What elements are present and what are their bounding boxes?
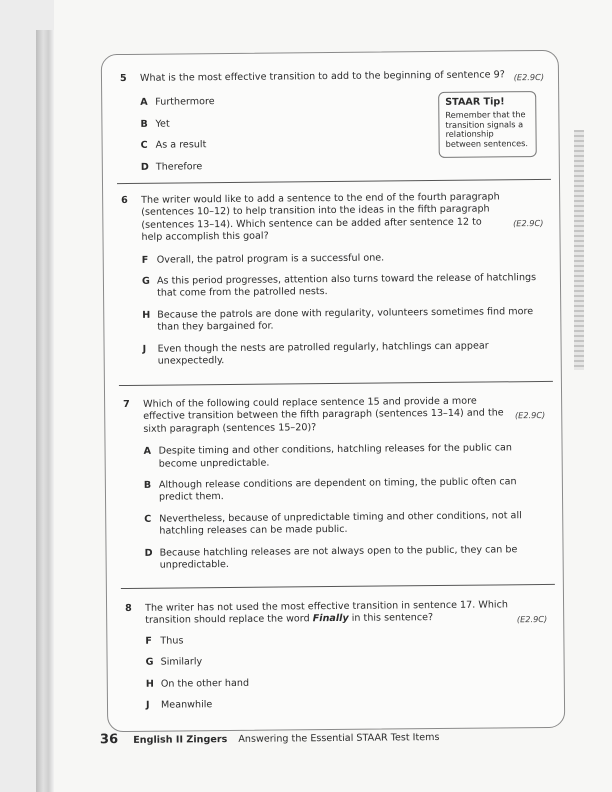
option-a[interactable]: A Furthermore bbox=[140, 96, 215, 109]
question-7 bbox=[123, 395, 549, 582]
question-stem-start: The writer has not used the most effective transition in sentence 17. Which transition should replace the word bbox=[145, 599, 508, 627]
emphasized-word: Finally bbox=[312, 613, 349, 625]
option-j[interactable]: J Meanwhile bbox=[145, 699, 213, 711]
page-edge-tab bbox=[574, 130, 584, 370]
option-b[interactable]: B Although release conditions are dependent on timing, the public often can predict them. bbox=[143, 476, 517, 504]
staar-tip-box bbox=[438, 91, 537, 158]
question-number: 6 bbox=[121, 194, 128, 207]
option-f[interactable]: F Overall, the patrol program is a successful one. bbox=[141, 252, 385, 266]
option-c[interactable]: C As a result bbox=[140, 139, 207, 152]
option-b[interactable]: B Yet bbox=[140, 118, 170, 130]
book-subtitle: Answering the Essential STAAR Test Items bbox=[238, 731, 440, 745]
option-f[interactable]: F Thus bbox=[145, 635, 184, 647]
question-stem: The writer would like to add a sentence to the end of the fourth paragraph (sentences 10–12) to help transition into the ideas in the fifth paragraph (sentences 13–14). Which sentence can be added after sentence 12 to help accomplish this goal? bbox=[141, 191, 500, 244]
question-stem: What is the most effective transition to add to the beginning of sentence 9? bbox=[139, 69, 505, 84]
question-stem: Which of the following could replace sentence 15 and provide a more effective transition between the fifth paragraph (sentences 13–14) and the sixth paragraph (sentences 15–20)? bbox=[143, 395, 504, 435]
standard-code: (E2.9C) bbox=[513, 217, 544, 229]
option-g[interactable]: G Similarly bbox=[145, 656, 203, 669]
option-h[interactable]: H On the other hand bbox=[145, 677, 250, 690]
tip-title: STAAR Tip! bbox=[445, 96, 505, 108]
page-number: 36 bbox=[99, 732, 119, 748]
standard-code: (E2.9C) bbox=[514, 409, 546, 421]
option-d[interactable]: D Therefore bbox=[140, 160, 203, 173]
option-g[interactable]: G As this period progresses, attention also turns toward the release of hatchlings that come from the patrolled nests. bbox=[141, 272, 537, 300]
option-j[interactable]: J Even though the nests are patrolled regularly, hatchlings can appear unexpectedly. bbox=[142, 340, 489, 367]
divider bbox=[121, 584, 555, 589]
tip-text: Remember that the transition signals a relationship between sentences. bbox=[445, 108, 529, 150]
book-title: English II Zingers bbox=[133, 734, 228, 746]
question-8 bbox=[125, 599, 550, 722]
option-d[interactable]: D Because hatchling releases are not always open to the public, they can be unpredictable. bbox=[144, 543, 518, 571]
standard-code: (E2.9C) bbox=[516, 613, 548, 625]
question-panel bbox=[101, 50, 565, 732]
option-a[interactable]: A Despite timing and other conditions, hatchling releases for the public can become unpredictable. bbox=[143, 442, 513, 470]
question-number: 8 bbox=[125, 602, 132, 615]
question-number: 5 bbox=[119, 72, 127, 85]
question-6 bbox=[121, 191, 547, 378]
standard-code: (E2.9C) bbox=[513, 71, 545, 83]
option-c[interactable]: C Nevertheless, because of unpredictable timing and other conditions, not all hatchling releases can be made public. bbox=[144, 510, 522, 537]
option-h[interactable]: H Because the patrols are done with regularity, volunteers sometimes find more than they bargained for. bbox=[142, 305, 534, 333]
question-stem-end: in this sentence? bbox=[348, 612, 434, 625]
divider bbox=[119, 381, 553, 386]
question-number: 7 bbox=[123, 398, 130, 411]
page-binding-shadow bbox=[36, 30, 54, 792]
